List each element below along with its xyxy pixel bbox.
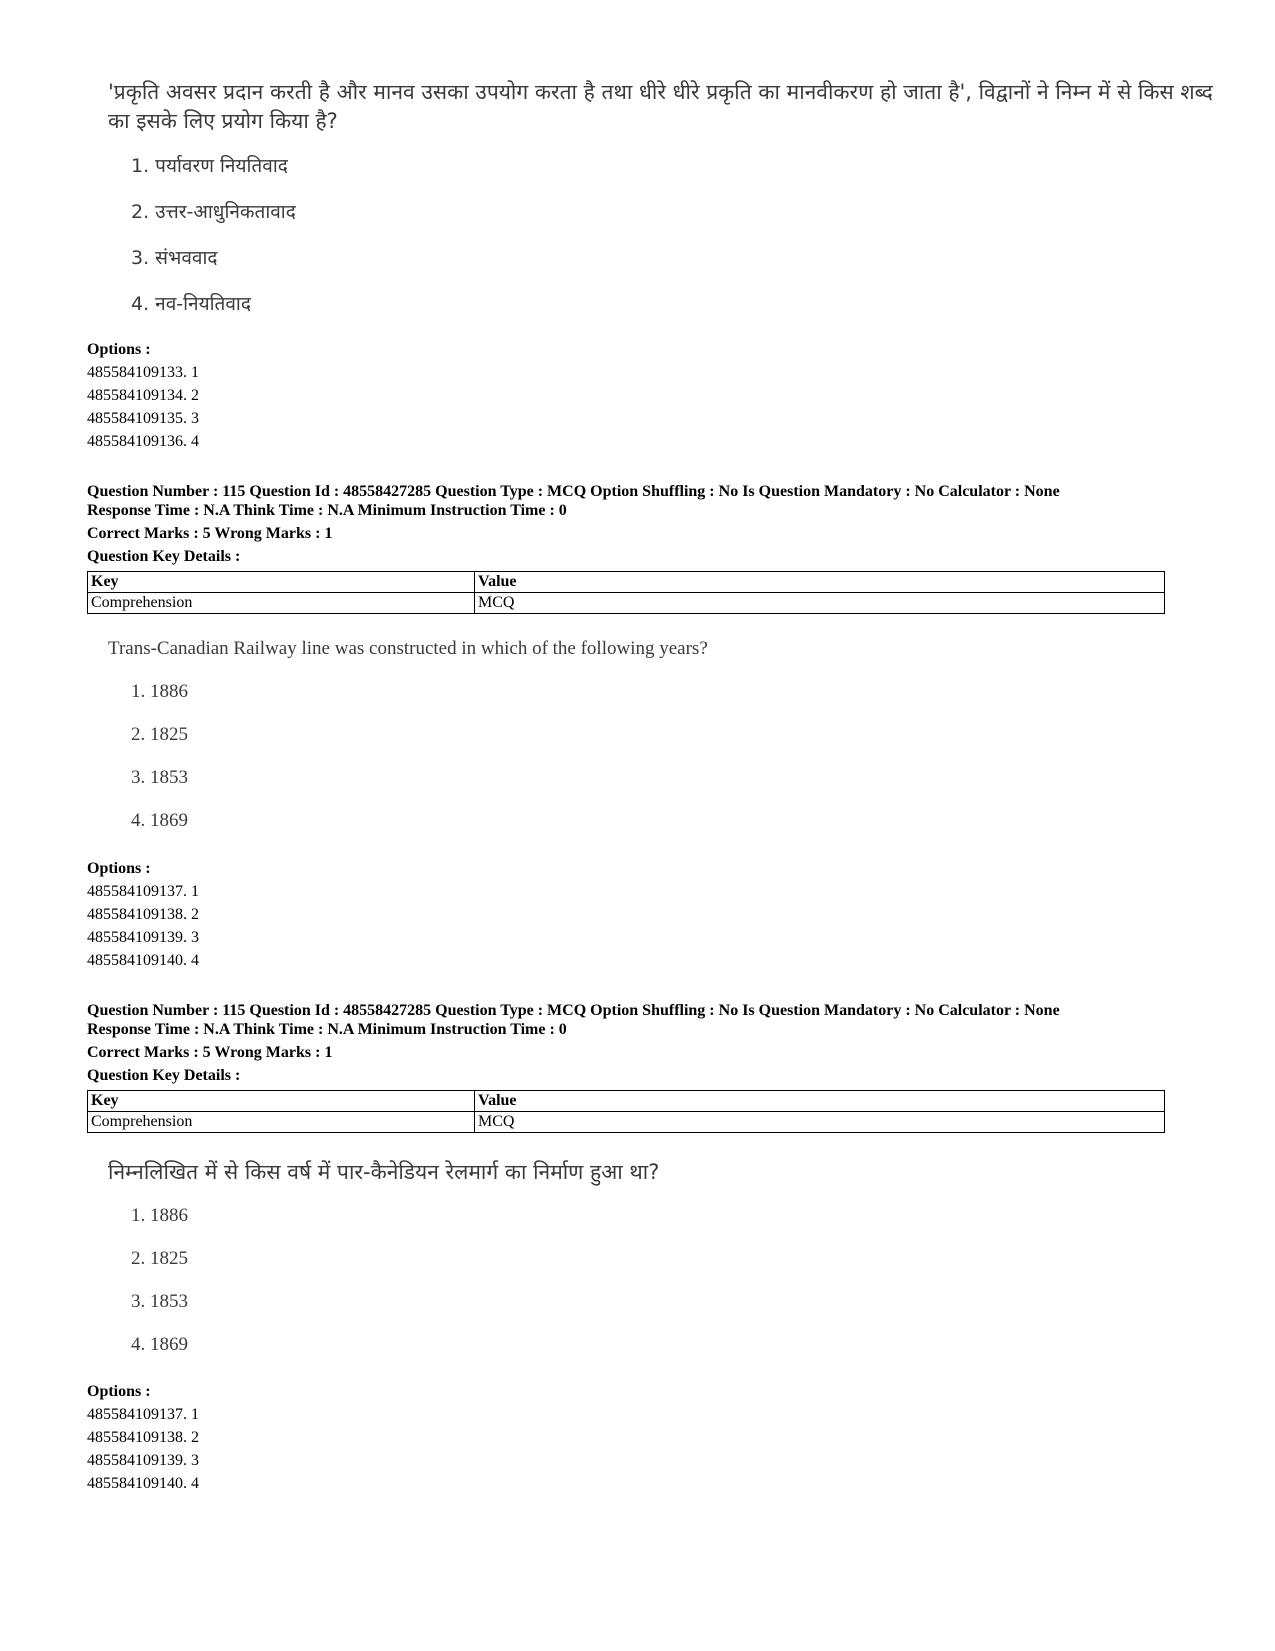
option-id: 485584109140. 4 xyxy=(87,952,199,969)
option-id: 485584109139. 3 xyxy=(87,1452,199,1469)
key-details-label: Question Key Details : xyxy=(87,548,241,565)
choice-2: 2. 1825 xyxy=(131,724,188,745)
choice-3: 3. 1853 xyxy=(131,1291,188,1312)
option-id: 485584109134. 2 xyxy=(87,387,199,404)
choice-4: 4. नव-नियतिवाद xyxy=(131,293,251,315)
key-details-table xyxy=(87,571,1165,614)
question-text-english: Trans-Canadian Railway line was constructed in which of the following years? xyxy=(108,638,708,659)
choice-2: 2. उत्तर-आधुनिकतावाद xyxy=(131,201,296,223)
option-id: 485584109137. 1 xyxy=(87,1406,199,1423)
option-id: 485584109133. 1 xyxy=(87,364,199,381)
choice-4: 4. 1869 xyxy=(131,1334,188,1355)
key-details-table xyxy=(87,1090,1165,1133)
table-header-value: Value xyxy=(475,572,1165,593)
table-cell-key: Comprehension xyxy=(88,593,475,614)
option-id: 485584109136. 4 xyxy=(87,433,199,450)
choice-1: 1. पर्यावरण नियतिवाद xyxy=(131,155,288,177)
question-meta-line: Response Time : N.A Think Time : N.A Minimum Instruction Time : 0 xyxy=(87,502,567,519)
marks-line: Correct Marks : 5 Wrong Marks : 1 xyxy=(87,1044,333,1061)
option-id: 485584109135. 3 xyxy=(87,410,199,427)
marks-line: Correct Marks : 5 Wrong Marks : 1 xyxy=(87,525,333,542)
question-text-hindi xyxy=(108,78,1213,136)
option-id: 485584109138. 2 xyxy=(87,1429,199,1446)
question-meta-line: Question Number : 115 Question Id : 48558427285 Question Type : MCQ Option Shuffling : No Is Question Mandatory : No Calculator : None xyxy=(87,1002,1060,1019)
key-details-label: Question Key Details : xyxy=(87,1067,241,1084)
option-id: 485584109138. 2 xyxy=(87,906,199,923)
options-label: Options : xyxy=(87,860,151,877)
question-line: 'प्रकृति अवसर प्रदान करती है और मानव उसका उपयोग करता है तथा धीरे धीरे प्रकृति का मानवीकरण हो जाता है', विद्वानों ने निम्न में से किस शब्द xyxy=(108,80,1213,104)
question-line: का इसके लिए प्रयोग किया है? xyxy=(108,109,338,133)
table-header-value: Value xyxy=(475,1091,1165,1112)
question-text-hindi: निम्नलिखित में से किस वर्ष में पार-कैनेडियन रेलमार्ग का निर्माण हुआ था? xyxy=(108,1160,660,1184)
options-label: Options : xyxy=(87,341,151,358)
choice-3: 3. 1853 xyxy=(131,767,188,788)
options-label: Options : xyxy=(87,1383,151,1400)
choice-2: 2. 1825 xyxy=(131,1248,188,1269)
choice-1: 1. 1886 xyxy=(131,681,188,702)
choice-3: 3. संभववाद xyxy=(131,247,218,269)
question-meta-line: Response Time : N.A Think Time : N.A Minimum Instruction Time : 0 xyxy=(87,1021,567,1038)
table-cell-value: MCQ xyxy=(475,1112,1165,1133)
question-meta-line: Question Number : 115 Question Id : 48558427285 Question Type : MCQ Option Shuffling : No Is Question Mandatory : No Calculator : None xyxy=(87,483,1060,500)
choice-1: 1. 1886 xyxy=(131,1205,188,1226)
option-id: 485584109140. 4 xyxy=(87,1475,199,1492)
table-cell-key: Comprehension xyxy=(88,1112,475,1133)
option-id: 485584109139. 3 xyxy=(87,929,199,946)
choice-4: 4. 1869 xyxy=(131,810,188,831)
table-header-key: Key xyxy=(88,572,475,593)
option-id: 485584109137. 1 xyxy=(87,883,199,900)
table-header-key: Key xyxy=(88,1091,475,1112)
table-cell-value: MCQ xyxy=(475,593,1165,614)
